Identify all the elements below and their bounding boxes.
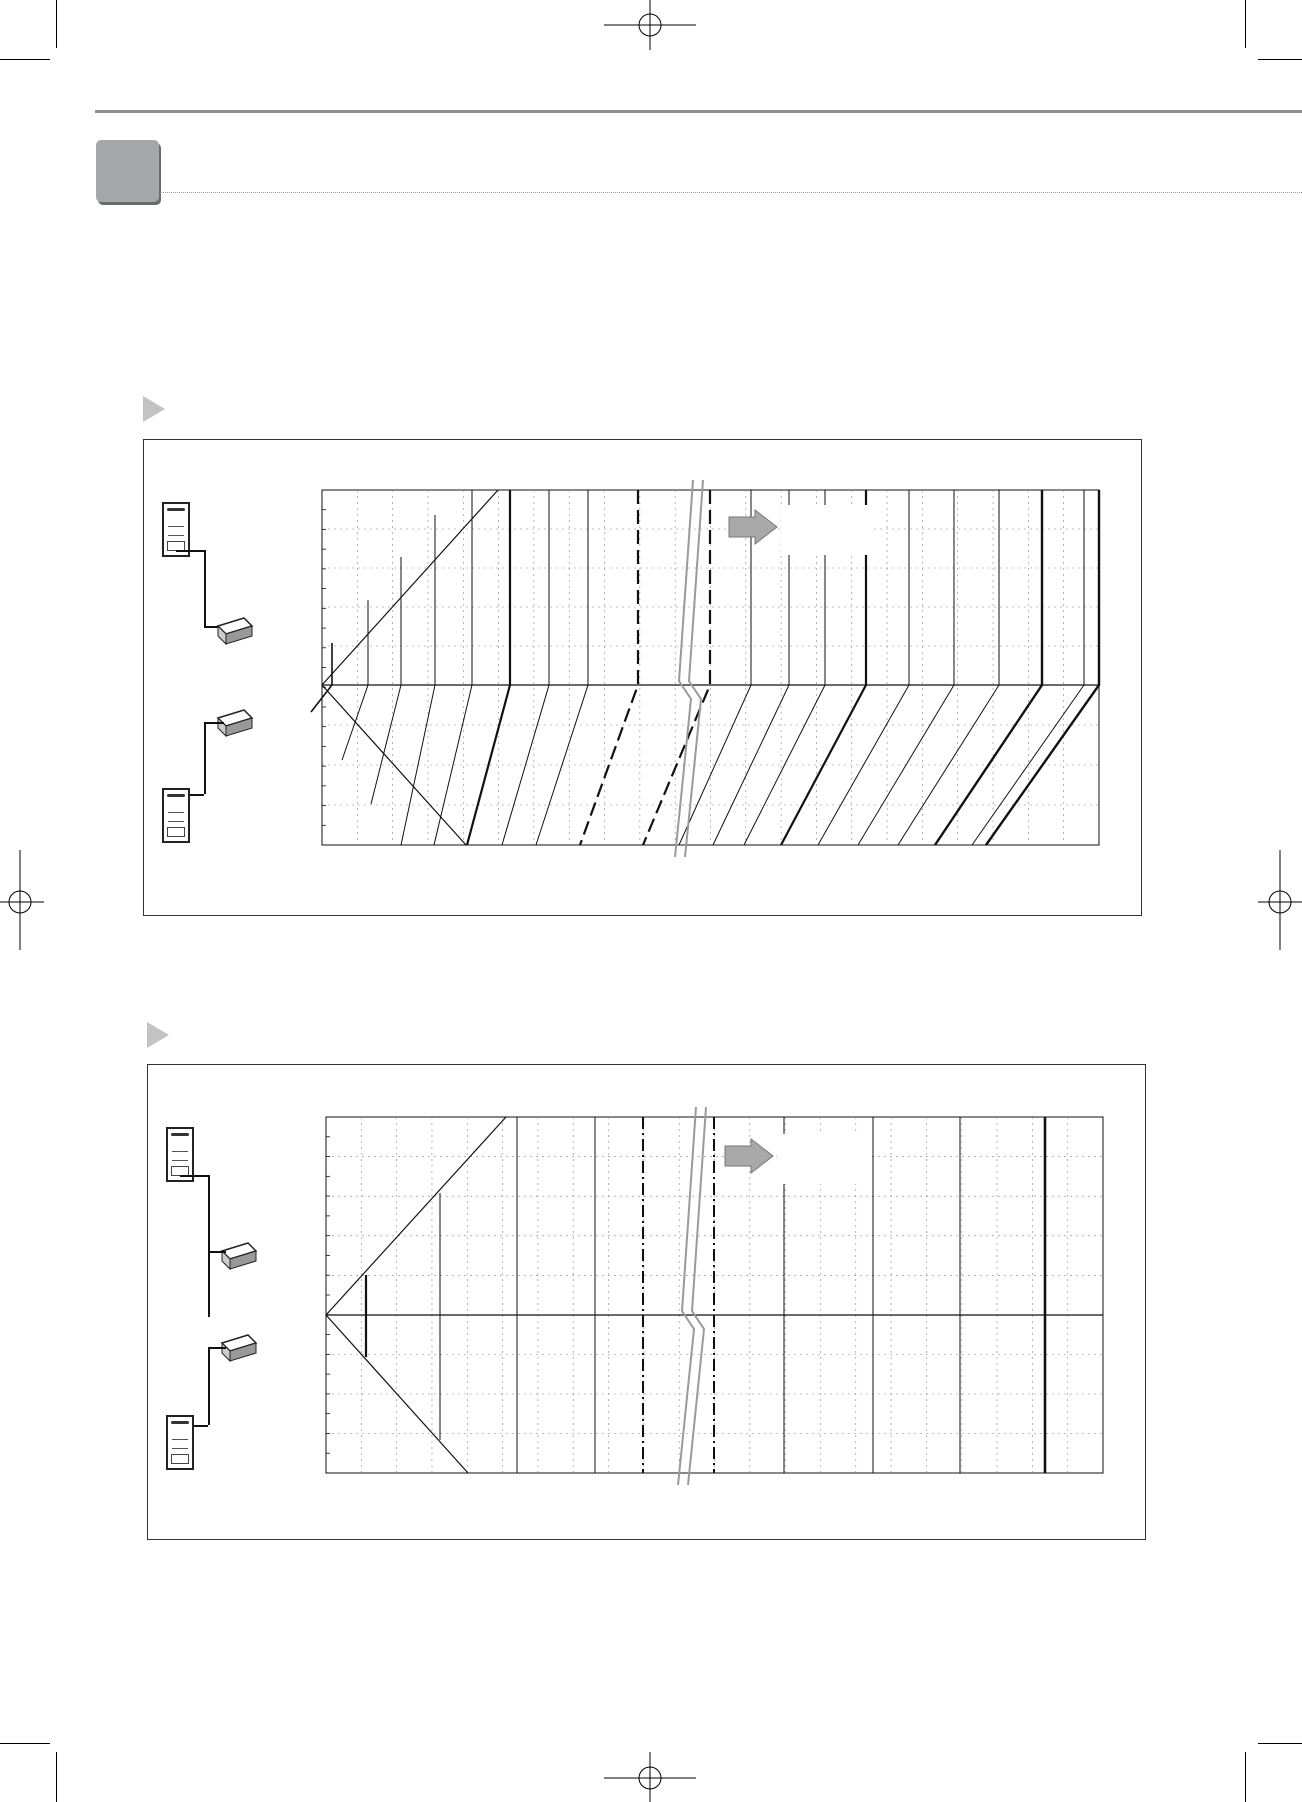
header-rule [95, 110, 1302, 113]
section-badge [96, 140, 159, 202]
distance-line [401, 515, 435, 845]
distance-line [935, 490, 1042, 845]
distance-chart [148, 1065, 1145, 1539]
distance-line [342, 600, 368, 760]
registration-mark-icon [600, 0, 700, 60]
crop-mark [0, 1743, 50, 1744]
break-line [688, 1107, 706, 1485]
crop-mark [1245, 1752, 1246, 1802]
distance-line [643, 490, 710, 845]
registration-mark-icon [1258, 850, 1302, 950]
dotted-divider [160, 192, 1302, 193]
crop-mark [1258, 1743, 1302, 1744]
crop-mark [0, 59, 50, 60]
registration-mark-icon [0, 850, 44, 950]
distance-line [536, 490, 588, 845]
triangle-marker-icon [147, 1022, 169, 1048]
crop-mark [56, 1752, 57, 1802]
distance-line [434, 490, 472, 845]
diagram-panel-2 [147, 1064, 1146, 1540]
label-box [777, 1134, 869, 1184]
distance-line [580, 490, 638, 845]
distance-line [467, 490, 510, 845]
crop-mark [1258, 59, 1302, 60]
label-box [781, 505, 873, 555]
wedge-line [322, 685, 466, 845]
distance-line [972, 490, 1084, 845]
registration-mark-icon [600, 1752, 700, 1802]
right-arrow-icon [729, 510, 777, 544]
wedge-line [326, 1117, 506, 1315]
distance-chart [144, 440, 1141, 915]
break-line [685, 480, 703, 857]
distance-line [898, 490, 999, 845]
triangle-marker-icon [143, 396, 165, 422]
right-arrow-icon [725, 1139, 773, 1173]
diagram-panel-1 [143, 439, 1142, 916]
crop-mark [56, 0, 57, 48]
crop-mark [1245, 0, 1246, 48]
